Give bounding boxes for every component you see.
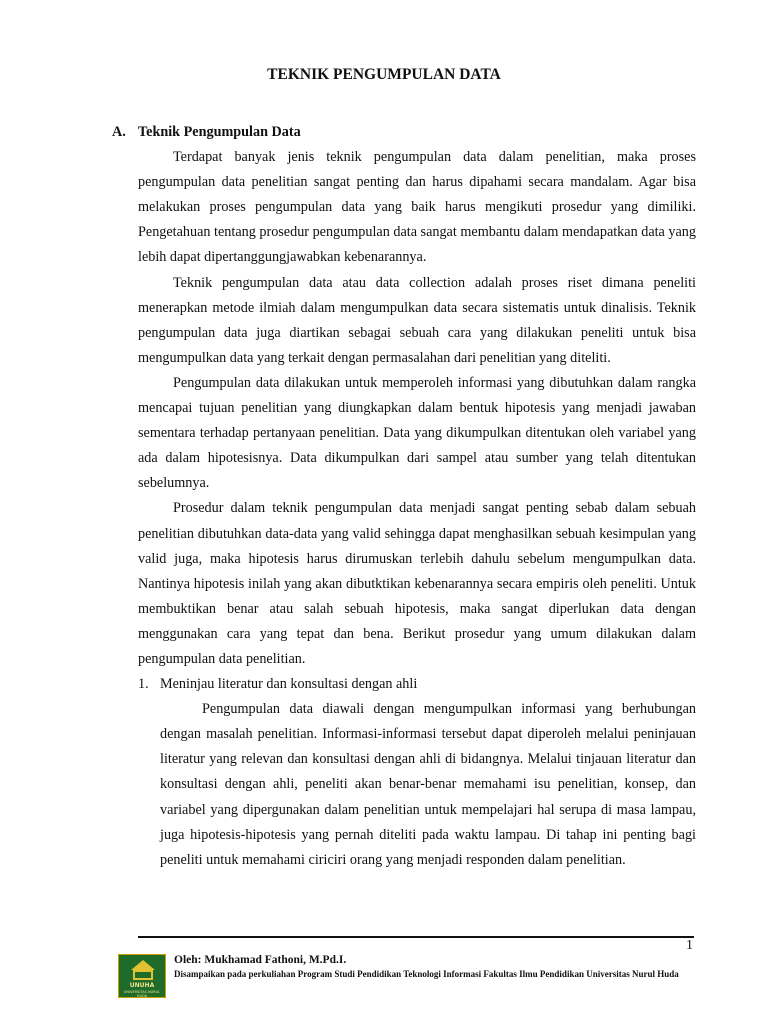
section-heading	[112, 120, 696, 145]
list-item-title: Meninjau literatur dan konsultasi dengan ahli	[160, 676, 418, 693]
section-content	[112, 145, 696, 873]
footer-author: Oleh: Mukhamad Fathoni, M.Pd.I.	[174, 954, 347, 966]
list-item-body	[138, 697, 696, 873]
section-number: A.	[112, 124, 126, 140]
page-footer	[116, 952, 716, 1000]
university-logo	[118, 954, 166, 998]
paragraph: Terdapat banyak jenis teknik pengumpulan data dalam penelitian, maka proses pengumpulan data penelitian sangat penting dan harus dipahami secara mandalam. Agar bisa melakukan proses pengumpulan data yang baik harus mengikuti prosedur yang dimiliki. Pengetahuan tentang prosedur pengumpulan data sangat membantu dalam mendapatkan data yang lebih dapat dipertanggungjawabkan kebenarannya.	[138, 149, 696, 266]
document-title: TEKNIK PENGUMPULAN DATA	[267, 66, 501, 83]
logo-text: UNUHA	[129, 982, 155, 989]
footer-note: Disampaikan pada perkuliahan Program Studi Pendidikan Teknologi Informasi Fakultas Ilmu Pendidikan Universitas Nurul Huda	[174, 969, 679, 979]
paragraph: Pengumpulan data dilakukan untuk memperoleh informasi yang dibutuhkan dalam rangka mencapai tujuan penelitian yang diungkapkan dalam bentuk hipotesis yang menjadi jawaban sementara terhadap pertanyaan penelitian. Data yang dikumpulkan ditentukan oleh variabel yang ada dalam hipotesisnya. Data dikumpulkan dari sampel atau sumber yang telah ditentukan sebelumnya.	[138, 374, 696, 492]
section-title: Teknik Pengumpulan Data	[138, 124, 301, 140]
paragraph: Prosedur dalam teknik pengumpulan data menjadi sangat penting sebab dalam sebuah penelitian dibutuhkan data-data yang valid sehingga dapat menghasilkan sebuah kesimpulan yang valid juga, maka hipotesis harus dirumuskan terlebih dahulu sebelum mengumpulkan data. Nantinya hipotesis inilah yang akan dibutktikan kebenarannya secara empiris oleh peneliti. Untuk membuktikan benar atau salah sebuah hipotesis, maka sangat diperlukan data dengan menggunakan cara yang tepat dan bena. Berikut prosedur yang umum dilakukan dalam pengumpulan data penelitian.	[138, 500, 696, 667]
logo-subtext: UNIVERSITAS NURUL HUDA	[123, 990, 161, 998]
footer-divider	[138, 936, 694, 938]
list-item-number: 1.	[138, 676, 149, 693]
page-number: 1	[686, 938, 693, 953]
document-body	[112, 120, 696, 873]
logo-roof-shape	[131, 960, 155, 970]
paragraph: Pengumpulan data diawali dengan mengumpulkan informasi yang berhubungan dengan masalah penelitian. Informasi-informasi tersebut dapat diperoleh melalui peninjauan literatur yang relevan dan konsultasi dengan ahli di bidangnya. Melalui tinjauan literatur dan konsultasi dengan ahli, peneliti akan benar-benar memahami isu penelitian, konsep, dan variabel yang dipergunakan dalam penelitian untuk mempelajari hal serupa di masa lampau, juga hipotesis-hipotesis yang pernah diteliti pada waktu lampau. Di tahap ini penting bagi peneliti untuk memahami ciriciri orang yang menjadi responden dalam penelitian.	[160, 701, 696, 868]
list-item-heading	[138, 672, 696, 697]
paragraph: Teknik pengumpulan data atau data collection adalah proses riset dimana peneliti menerapkan metode ilmiah dalam mengumpulkan data secara sistematis untuk dinalisis. Teknik pengumpulan data juga diartikan sebagai sebuah cara yang dilakukan peneliti untuk bisa mengumpulkan data yang terkait dengan permasalahan dari penelitian yang diteliti.	[138, 274, 696, 366]
logo-book-shape	[133, 970, 153, 980]
